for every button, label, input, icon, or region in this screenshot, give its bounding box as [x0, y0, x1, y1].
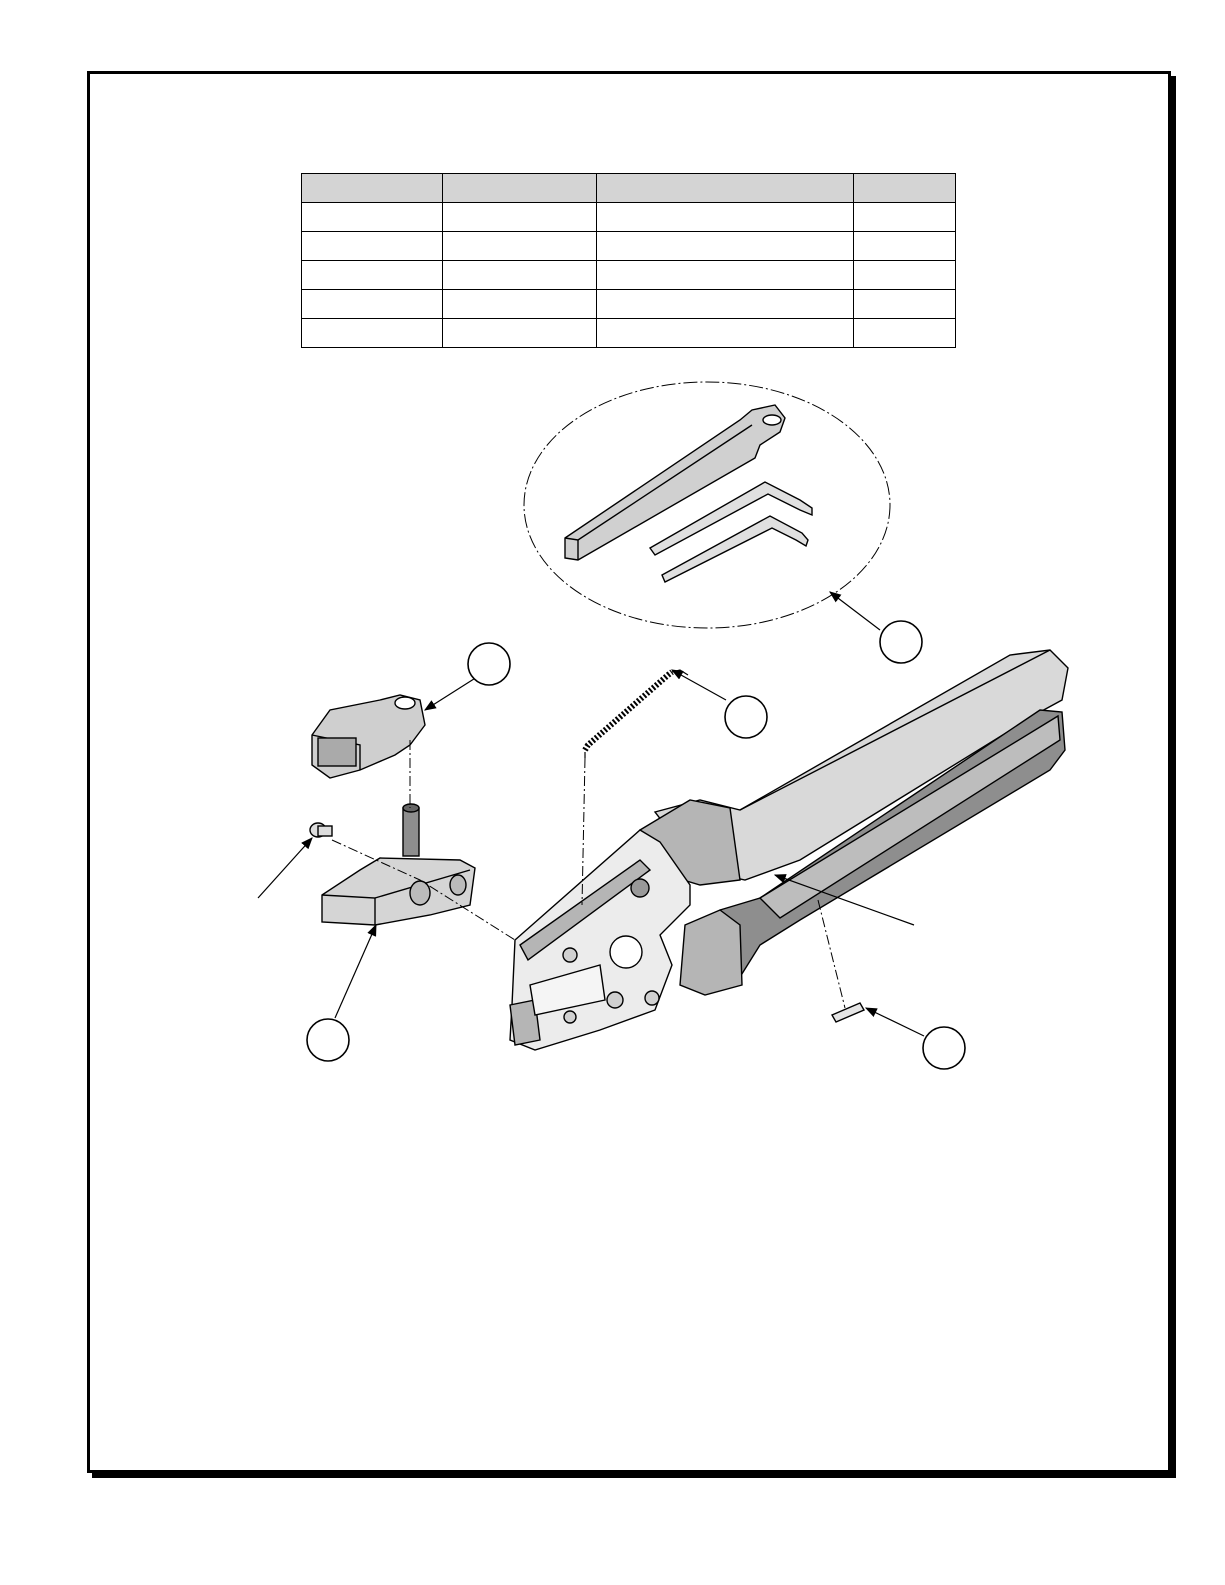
callout-balloon: [923, 1027, 965, 1069]
tool-kit-group: [524, 382, 890, 628]
leader-line: [425, 677, 477, 710]
leader-line: [866, 1008, 924, 1036]
leader-line: [335, 925, 376, 1018]
lower-grip-sleeve: [680, 910, 742, 995]
leader-line: [672, 670, 726, 700]
locator-icon: [322, 804, 475, 925]
spring-icon: [585, 670, 688, 758]
tool-kit-ellipse: [524, 382, 890, 628]
callout-balloon: [307, 1019, 349, 1061]
pivot-hole: [610, 936, 642, 968]
callout-balloon: [468, 643, 510, 685]
locator-post: [403, 808, 419, 856]
leader-line: [830, 592, 880, 630]
die-icon: [312, 695, 425, 778]
leader-line: [258, 838, 312, 898]
screw-icon: [310, 823, 332, 837]
logo-badge: [631, 879, 649, 897]
crimp-tool-icon: [510, 650, 1068, 1050]
callout-balloon: [725, 696, 767, 738]
pin-icon: [832, 1003, 864, 1022]
callout-balloon: [880, 621, 922, 663]
hex-key-icon: [662, 516, 808, 582]
assembly-line: [818, 900, 845, 1008]
